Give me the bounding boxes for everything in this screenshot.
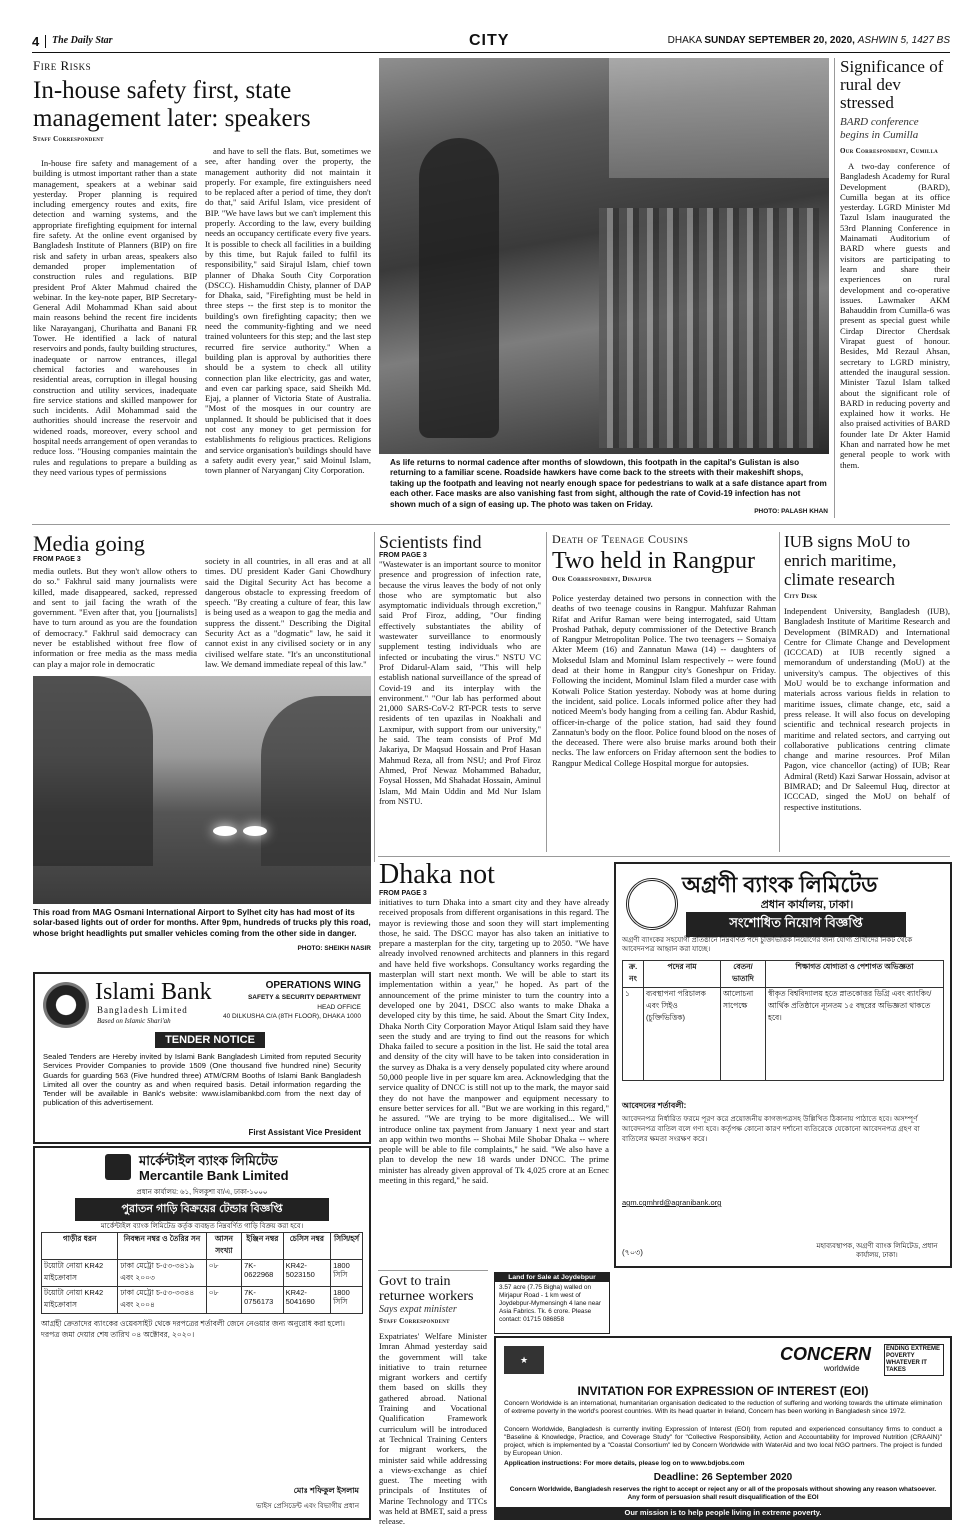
- column-rule: [834, 58, 835, 518]
- table-header: ক্র. নং: [623, 961, 644, 988]
- table-header: শিক্ষাগত যোগ্যতা ও পেশাগত অভিজ্ঞতা: [766, 961, 944, 988]
- islami-bank-subname: Bangladesh Limited: [97, 1005, 188, 1015]
- land-sale-title: Land for Sale at Joydebpur: [495, 1273, 609, 1282]
- top-photo-caption: [390, 458, 828, 509]
- sylhet-road-photo: [33, 676, 371, 904]
- dhaka-story: [379, 860, 609, 1260]
- govt-story: [379, 1274, 487, 1527]
- islami-bank-wing: OPERATIONS WING: [265, 980, 361, 991]
- media-from-page: FROM PAGE 3: [33, 556, 81, 563]
- scientists-story: [379, 532, 541, 852]
- islami-bank-office: HEAD OFFICE: [317, 1004, 361, 1011]
- column-rule: [779, 532, 780, 852]
- concern-slogan: ENDING EXTREME POVERTY WHATEVER IT TAKES: [884, 1344, 944, 1376]
- islami-bank-ad: [33, 972, 371, 1144]
- road-photo-caption: This road from MAG Osmani International Airport to Sylhet city has had most of its solar-based lights out of order for months. After 9pm, hundreds of trucks ply this road, whose bright headlights put smaller vehicles coming from the other side in danger.: [33, 908, 371, 938]
- table-header: ইঞ্জিন নম্বর: [242, 1233, 283, 1260]
- table-cell: ঢাকা মেট্রো চ-৫৩-৩৪১৯ এবং ২০০৩: [118, 1260, 207, 1287]
- masthead-rule: [32, 52, 950, 53]
- table-header: নিবন্ধন নম্বর ও তৈরির সন: [118, 1233, 207, 1260]
- agrani-notes: আবেদনপত্র নির্ধারিত ফরমে পূরণ করে প্রয়োজনীয় কাগজপত্রসহ উল্লিখিত ঠিকানায় পাঠাতে হবে। অসম্পূর্ণ আবেদনপত্র বাতিল বলে গণ্য হবে। কর্তৃপক্ষ কোনো কারণ দর্শানো ব্যতিরেকে যেকোনো আবেদনপত্র গ্রহণ বা বাতিলের ক্ষমতা সংরক্ষণ করে।: [622, 1114, 920, 1143]
- scientists-headline: Scientists find: [379, 532, 482, 552]
- agrani-notes-title: আবেদনের শর্তাবলী:: [622, 1101, 687, 1110]
- mercantile-logo-icon: [105, 1154, 131, 1180]
- row-rule: [32, 524, 950, 525]
- land-sale-ad: [494, 1272, 610, 1334]
- iub-body: Independent University, Bangladesh (IUB), Bangladesh Institute of Maritime Research and Development (BIMRAD) and International Centre for Climate Change and Development (ICCCAD) at IUB recently signed a memorandum of understanding (MoU) at the university's campus. The objectives of this MoU would be to exchange information and materials across various fields in relation to maritime issues, climate change, etc, said a press release. It will also focus on developing scientific and technical research projects in maritime and related sectors, and carrying out collaborative publications centring climate change and marine resources. Prof Milan Pagon, vice chancellor (acting) of IUB; Rear Admiral (Retd) Kazi Sarwar Hossain, advisor at BIMRAD; and Dr Saleemul Huq, director at ICCCAD, singed the MoU on behalf of respective institutions.: [784, 606, 950, 812]
- islami-bank-name: Islami Bank: [95, 979, 212, 1005]
- table-row: [623, 988, 944, 1081]
- dhaka-headline: Dhaka not: [379, 859, 495, 890]
- table-cell: স্বীকৃত বিশ্ববিদ্যালয় হতে স্নাতকোত্তর ডিগ্রি এবং ব্যাংকিং/আর্থিক প্রতিষ্ঠানে ন্যূনতম ১৫ বছরের অভিজ্ঞতা থাকতে হবে।: [766, 988, 944, 1081]
- column-rule: [546, 532, 547, 852]
- mercantile-name-en: Mercantile Bank Limited: [139, 1168, 289, 1183]
- agrani-signatory: মহাব্যবস্থাপক, অগ্রণী ব্যাংক লিমিটেড, প্রধান কার্যালয়, ঢাকা।: [816, 1243, 938, 1259]
- mercantile-address: প্রধান কার্যালয়: ৬১, দিলকুশা বা/এ, ঢাকা-১০০০: [136, 1189, 268, 1196]
- top-photo-caption-text: As life returns to normal cadence after months of slowdown, this footpath in the capital's Gulistan is also returning to a familiar scene. Roadside hawkers have come back to the streets with their makeshift shops, taking up the footpath and leaving not nearly enough space for pedestrians to walk at a safe distance apart from each other. Face masks are also vanishing fast from sight, although the rate of Covid-19 infection has not shown much of a sign of easing up. The photo was taken on Friday.: [390, 458, 827, 509]
- islami-bank-address: 40 DILKUSHA C/A (8TH FLOOR), DHAKA 1000: [223, 1013, 361, 1020]
- govt-body: Expatriates' Welfare Minister Imran Ahmad yesterday said the government will take initiative to train returnee migrant workers and certify them based on skills they gathered abroad. National Training and Vocational Qualification Framework curriculum will be introduced at Technical Training Centers for migrant workers, the minister said while addressing a views-exchange as chief guest. The meeting with principals of Institutes of Marine Technology and TTCs was held at BMET, said a press release.: [379, 1331, 487, 1527]
- table-cell: 7K-0622968: [242, 1260, 283, 1287]
- agrani-email-link[interactable]: agm.cgmhrd@agranibank.org: [622, 1198, 722, 1207]
- rangpur-kicker: Death of Teenage Cousins: [552, 532, 689, 546]
- iub-story: [784, 532, 950, 852]
- column-rule: [374, 532, 375, 862]
- fire-kicker: Fire Risks: [33, 58, 92, 73]
- rangpur-headline: Two held in Rangpur: [552, 548, 755, 574]
- mercantile-signatory: মোঃ শফিকুল ইসলাম: [293, 1486, 359, 1495]
- row-rule: [378, 1270, 488, 1271]
- table-row: [42, 1260, 363, 1287]
- media-col-2: society in all countries, in all eras and at all times. DU president Kader Gani Chowdhury said the Digital Security Act has become a dangerous obstacle to expressing freedom of speech. "By creating a culture of fear, this law is being used as a weapon to gag the media and suppress the dissent." Describing the Digital Security Act as a "dogmatic" law, he said it cannot exist in any civilised society or in any civilised welfare state. "It's an unconstitutional law. We demand immediate repeal of this law.": [205, 556, 371, 669]
- rural-byline: Our Correspondent, Cumilla: [840, 147, 939, 155]
- gulistan-footpath-photo: [379, 58, 829, 454]
- table-cell: KR42-5023150: [283, 1260, 330, 1287]
- agrani-notice-title: সংশোধিত নিয়োগ বিজ্ঞপ্তি: [686, 912, 906, 937]
- scientists-body: "Wastewater is an important source to monitor presence and progression of infection rate, because the virus leaves the body of not only those who are symptomatic but also asymptomatic individuals through excretion," said Prof Firoz, adding, "Our finding effectively substantiates the ability of wastewater surveillance to enormously supplement testing individuals who are infected or incubating the virus." NSTU VC Prof Didarul-Alam said, "This will help establish national surveillance of the spread of Covid-19 and its interplay with the environment." "Our lab has performed about 21,000 SARS-CoV-2 RT-PCR tests to serve residents of ten upazilas in Noakhali and Laxmipur, with support from our university," he said. The team consists of Prof Md Jakariya, Dr Maqsud Hossain and Prof Hasan Mahmud Reza, all from NSU; and Prof Firoz Ahmed, Prof Newaz Mohammed Bahadur, Foysal Hossen, Md Shahadat Hossain, Aminul Islam, Md Main Uddin and Md Nur Islam from NSTU.: [379, 559, 541, 806]
- islami-bank-logo-icon: [43, 982, 89, 1028]
- table-row: [42, 1287, 363, 1314]
- mercantile-footer: আগ্রহী ক্রেতাদের ব্যাংকের ওয়েবসাইট থেকে দরপত্রের শর্তাবলী জেনে নেওয়ার জন্য অনুরোধ করা হলো। দরপত্র জমা দেয়ার শেষ তারিখ ০৪ অক্টোবর, ২০২০।: [41, 1319, 345, 1339]
- concern-body-2: Concern Worldwide, Bangladesh is currently inviting Expression of Interest (EOI) from reputed and experienced consultancy firms to conduct a "Baseline & Knowledge, Practice, and Coverage Study" for "Collective Responsibility, Action and Accountability for Improved Nutrition (CRAAIN)" project, which is implemented by a "Coastal Consortium" led by Concern Worldwide with WaterAid and two local NGO partners. The project is funded by European Union.: [504, 1426, 942, 1457]
- table-header: গাড়ীর ধরন: [42, 1233, 118, 1260]
- table-cell: টয়োটা নোয়া KR42 মাইক্রোবাস: [42, 1260, 118, 1287]
- table-cell: আলোচনা সাপেক্ষে: [721, 988, 766, 1081]
- paper-name: The Daily Star: [52, 35, 113, 46]
- concern-disclaimer: Concern Worldwide, Bangladesh reserves the right to accept or reject any or all of the proposals without showing any reason whatsoever. Any form of persuasion shall result disqualification of the EOI: [509, 1486, 937, 1501]
- concern-title: INVITATION FOR EXPRESSION OF INTEREST (EOI): [577, 1384, 869, 1398]
- islami-bank-body: Sealed Tenders are Hereby invited by Islami Bank Bangladesh Limited from reputed Security Services Provider Companies to provide 1509 (One thousand five hundred nine) Security Guards for guarding 563 (Five hundred three) ATM/CRM Booths of Islami Bank Bangladesh Limited all over the country as and when required basis. Detail information regarding the Tender will be available in Bank's website: www.islamibankbd.com from the next day of publication of this advertisement.: [43, 1052, 361, 1108]
- fire-col-1: In-house fire safety and management of a building is utmost important rather than a state management, speakers at a webinar said yesterday. Proper planning is required including emergency routes and exits, fire detection and warning systems, and the appropriate firefighting equipment for internal fire safety. At the online event organised by Bangladesh Institute of Planners (BIP) on fire risk and safety in urban areas, speakers also demanded proper implementation of construction rules and regulations. BIP president Prof Akter Mahmud chaired the webinar. In the key-note paper, BIP Secretary-General Adil Mohammad Khan said about main reasons behind the recent fire incidents like Narayanganj, Churihatta and Banani FR Tower. He identified a lack of natural reservoirs and ponds, faulty building structures, inadequate or narrow entrances, illegal chemical factories and warehouses in residential areas, corruption in illegal housing construction and utility services, inadequate fire service stations and skilled manpower for such incidents. Adil Mohammad said the authorities should increase the reservoir and widened roads, moreover, every school and hospital needs arrangement of open verandas to reduce loss. "Housing companies maintain the rules and regulations to prepare a building as they need various types of permissions: [33, 158, 197, 477]
- agrani-table: [622, 960, 944, 1081]
- islami-bank-tagline: Based on Islamic Shari'ah: [97, 1017, 171, 1025]
- islami-bank-dept: SAFETY & SECURITY DEPARTMENT: [247, 994, 361, 1001]
- concern-deadline: Deadline: 26 September 2020: [653, 1472, 793, 1483]
- rural-story: [840, 58, 950, 518]
- rangpur-story: [552, 532, 776, 852]
- photo-trees-left-shape: [33, 676, 153, 866]
- table-header: চেসিস নম্বর: [283, 1233, 330, 1260]
- fire-story: [33, 58, 371, 518]
- mercantile-name-bn: মার্কেন্টাইল ব্যাংক লিমিটেড: [139, 1153, 278, 1168]
- media-col-1: media outlets. But they won't allow others to do so." Fakhrul said many journalists were killed, made disappeared, sacked, repressed and sent to jail facing the wrath of the government. "Even after that, you [journalists] have to turn around as you are the foundation of democracy." Fakhrul said democracy can never be established without free flow of information or free media as the mass media can play a major role in democratic: [33, 566, 197, 669]
- table-cell: 1800 সিসি: [331, 1260, 363, 1287]
- photo-headlight-shape-2: [243, 826, 267, 836]
- masthead: [32, 32, 950, 52]
- road-photo-credit: PHOTO: SHEIKH NASIR: [297, 945, 371, 952]
- eu-flag-icon: ★: [504, 1346, 544, 1374]
- iub-byline: City Desk: [784, 592, 818, 600]
- rural-headline: Significance of rural dev stressed: [840, 57, 944, 112]
- photo-person-shape: [419, 138, 499, 438]
- concern-logo-sub: worldwide: [824, 1364, 860, 1373]
- fire-col-2: and have to sell the flats. But, sometimes we see, after handing over the property, the management authority did not maintain it properly. For example, fire extinguishers need to be replaced after a period of time, they don't do that," said Ariful Islam, vice president of BIP. "We have laws but we can't implement this properly. According to the law, every building needs an occupancy certificate every five years. It is possible to check all facilities in a building by this time, but Rajuk failed to fulfil its responsibility," said Sirajul Islam, chief town planner of Dhaka South City Corporation (DSCC). Hishamuddin Chisty, planner of DAP for Dhaka, said, "Firefighting must be held in three steps -- the first step is to monitor the building's own firefighting capacity; then we need the community-fighting and we need trained volunteers for this step; and the last step recurred fire service authority." When a building plan is approval by authorities there should be a system to check all utility connection plan like electricity, gas and water, and even car parking space, said Sheikh Md. Ejaj, a planner of Victoria State of Australia. "Most of the mosques in our country are unplanned. It should be publicised that it does not cost any money to get permission for establishments fo religious practices. Religions and service organisation's buildings should have a safety audit every year," said Moinul Islam, town planner of Naryanganj City Corporation.: [205, 146, 371, 476]
- photo-building-shape: [609, 58, 829, 178]
- govt-headline: Govt to train returnee workers: [379, 1274, 474, 1304]
- media-story: [33, 531, 371, 669]
- govt-subhead: Says expat minister: [379, 1304, 457, 1315]
- agrani-name-bn: অগ্রণী ব্যাংক লিমিটেড: [682, 872, 878, 897]
- mercantile-table: [41, 1232, 363, 1314]
- rural-subhead: BARD conference begins in Cumilla: [840, 116, 919, 141]
- concern-ad: [494, 1336, 952, 1520]
- table-cell: ঢাকা মেট্রো চ-৫৩-৩৩৪৪ এবং ২০০৪: [118, 1287, 207, 1314]
- dateline-bangla-date: ASHWIN 5, 1427 BS: [857, 35, 950, 46]
- table-cell: টয়োটা নোয়া KR42 মাইক্রোবাস: [42, 1287, 118, 1314]
- photo-clothes-stall-shape: [599, 208, 819, 448]
- top-photo-credit: PHOTO: PALASH KHAN: [754, 508, 828, 515]
- table-cell: ব্যবস্থাপনা পরিচালক এবং সিইও (চুক্তিভিত্তিক): [644, 988, 721, 1081]
- govt-byline: Staff Correspondent: [379, 1317, 450, 1325]
- scientists-from-page: FROM PAGE 3: [379, 552, 427, 559]
- table-header: পদের নাম: [644, 961, 721, 988]
- table-header: বেতন/ভাতাদি: [721, 961, 766, 988]
- table-cell: ০৮: [206, 1287, 241, 1314]
- fire-headline: In-house safety first, state management later: speakers: [33, 77, 311, 132]
- table-header: আসন সংখ্যা: [206, 1233, 241, 1260]
- concern-body-1: Concern Worldwide is an international, humanitarian organisation dedicated to the reduction of suffering and working towards the ultimate elimination of extreme poverty in the world's poorest countries. With its head quarter in Ireland, Concern has been working in Bangladesh since 1972.: [504, 1400, 942, 1415]
- section-name: CITY: [469, 32, 510, 49]
- photo-trees-right-shape: [261, 696, 371, 866]
- concern-mission: Our mission is to help people living in extreme poverty.: [496, 1507, 950, 1518]
- rangpur-body: Police yesterday detained two persons in connection with the deaths of two teenage cousins in Rangpur. Mahfuzar Rahman Rifat and Arifur Raman were being interrogated, said Uttam Proshad Pathak, deputy commissioner of the Detective Branch of Rangpur Metropolitan Police. The two teenagers -- Somaiya Akter Meem (16) and Zannatun Mawa (14) -- daughters of Moksedul Islam and Mominul Islam respectively -- were found dead at their home in Rangpur city's Goneshpur on Friday. Following the incident, Mominul Islam filed a murder case with Kotwali Police Station yesterday. Nobody was at home during the incident, said police. Locals informed police after they had noticed Meem's body hanging from a ceiling fan. Abdur Rashid, officer-in-charge of the police station, had said they found Zannatun's body on the floor. Police found blood on the noses of the deceased. There were also bruise marks around both their necks. The law enforcers on Friday afternoon sent the bodies to Rangpur Medical College Hospital morgue for autopsies.: [552, 593, 776, 768]
- mercantile-notice-title: পুরাতন গাড়ি বিক্রয়ের টেন্ডার বিজ্ঞপ্তি: [75, 1198, 329, 1221]
- table-cell: KR42-5041690: [283, 1287, 330, 1314]
- dhaka-from-page: FROM PAGE 3: [379, 890, 427, 897]
- rural-body: A two-day conference of Bangladesh Academy for Rural Development (BARD), Cumilla began at its office yesterday. LGRD Minister Md Tazul Islam inaugurated the 53rd Planning Conference in Mainamati Auditorium of BARD where guests and visitors are participating to learn and share their experiences on rural development and co-operative issues. Lawmaker AKM Bahauddin from Cumilla-6 was present as special guest while Cirdap Director Cherdsak Virapat guest of honour. Besides, Md Rezaul Ahsan, secretary to LGRD ministry, attended the inaugural session. Minister Tazul Islam talked about the significant role of BARD in reducing poverty and explained how it works. He also praised activities of BARD founder late Dr Akter Hamid Khan and narrated how he met general people to work with them.: [840, 161, 950, 470]
- table-header: সিসি/হর্স: [331, 1233, 363, 1260]
- row-rule: [378, 856, 950, 857]
- agrani-intro: অগ্রণী ব্যাংকের সহযোগী প্রতিষ্ঠানে নিম্নবর্ণিত পদে চুক্তিভিত্তিক নিয়োগের জন্য যোগ্য প্রার্থীদের নিকট থেকে আবেদনপত্র আহ্বান করা যাচ্ছে।: [622, 937, 913, 953]
- agrani-ref: (৭০৩): [622, 1248, 643, 1257]
- mercantile-signatory-title: ভাইস প্রেসিডেন্ট এবং বিভাগীয় প্রধান: [256, 1503, 359, 1510]
- agrani-bank-ad: [614, 862, 952, 1268]
- rangpur-byline: Our Correspondent, Dinajpur: [552, 575, 652, 583]
- land-sale-body: 3.57 acre (7.75 Bigha) walled on Mirjapur Road - 1 km west of Joydebpur-Mymensingh 4 lane near Asia Fabrics. Tk. 6 crore. Please contact: 01715 086858: [499, 1284, 601, 1323]
- agrani-office-bn: প্রধান কার্যালয়, ঢাকা।: [760, 899, 854, 911]
- media-headline: Media going: [33, 531, 145, 556]
- mercantile-bank-ad: [33, 1146, 371, 1520]
- dateline: [668, 35, 950, 46]
- photo-headlight-shape: [213, 826, 237, 836]
- concern-logo: CONCERN: [780, 1344, 872, 1364]
- masthead-divider: [45, 35, 46, 48]
- table-cell: 1800 সিসি: [331, 1287, 363, 1314]
- dhaka-body: initiatives to turn Dhaka into a smart city and they have already received proposals from different organisations in this regard. The mayor is reviewing those and soon they will start implementing those, he said. The DSCC mayor has also taken an initiative to prepare a masterplan for the city, targeting up to 2050. "We have already involved renowned architects and planners in this regard and have held five workshops. Consultancy works regarding the masterplan will start next month. We will be able to start its implementation within a year," he hoped. As part of the announcement of the prime minister to turn the country into a developed one by 2041, DSCC also wants to make Dhaka a developed city by this time, he said. About the Smart City Index, Dhaka North City Corporation Mayor Atiqul Islam said they have seen the study and are trying to find out the reasons for which Dhaka failed to secure a position in the list. He said the total area and density of the city will have to be taken into consideration in the survey as Dhaka is a very densely populated city where around 50,000 people live in per square km area. Acknowledging that the service quality of DNCC is still not up to the mark, the mayor said they do not have the manpower and equipment necessary to ensure better services for all. "But we are working in this regard," he assured. "We are trying to be more digitalised... We will introduce online tax payment from January 1 next year and start an app within two months -- Shobai Mile Shobar Dhaka -- where people will be able to file complaints," he said. "We also have a plan to develop the new 18 wards under DNCC. The prime minister has already given approval of Tk 4,025 crore at an Ecnec meeting in this regard," he said.: [379, 897, 609, 1186]
- table-cell: ১: [623, 988, 644, 1081]
- fire-byline: Staff Correspondent: [33, 135, 104, 143]
- islami-bank-signatory: First Assistant Vice President: [248, 1128, 361, 1137]
- page-number: 4: [32, 34, 40, 49]
- dateline-date: SUNDAY SEPTEMBER 20, 2020,: [704, 35, 855, 46]
- dateline-city: DHAKA: [667, 35, 702, 46]
- tender-notice-title: TENDER NOTICE: [155, 1032, 265, 1048]
- mercantile-intro: মার্কেন্টাইল ব্যাংক লিমিটেড কর্তৃক ব্যবহৃত নিম্নবর্ণিত গাড়ি বিক্রয় করা হবে।: [100, 1223, 304, 1230]
- table-cell: 7K-0756173: [242, 1287, 283, 1314]
- table-cell: ০৮: [206, 1260, 241, 1287]
- agrani-logo-icon: [626, 878, 678, 930]
- iub-headline: IUB signs MoU to enrich maritime, climate research: [784, 532, 911, 589]
- concern-apply: Application instructions: For more details, please log on to www.bdjobs.com: [504, 1460, 745, 1467]
